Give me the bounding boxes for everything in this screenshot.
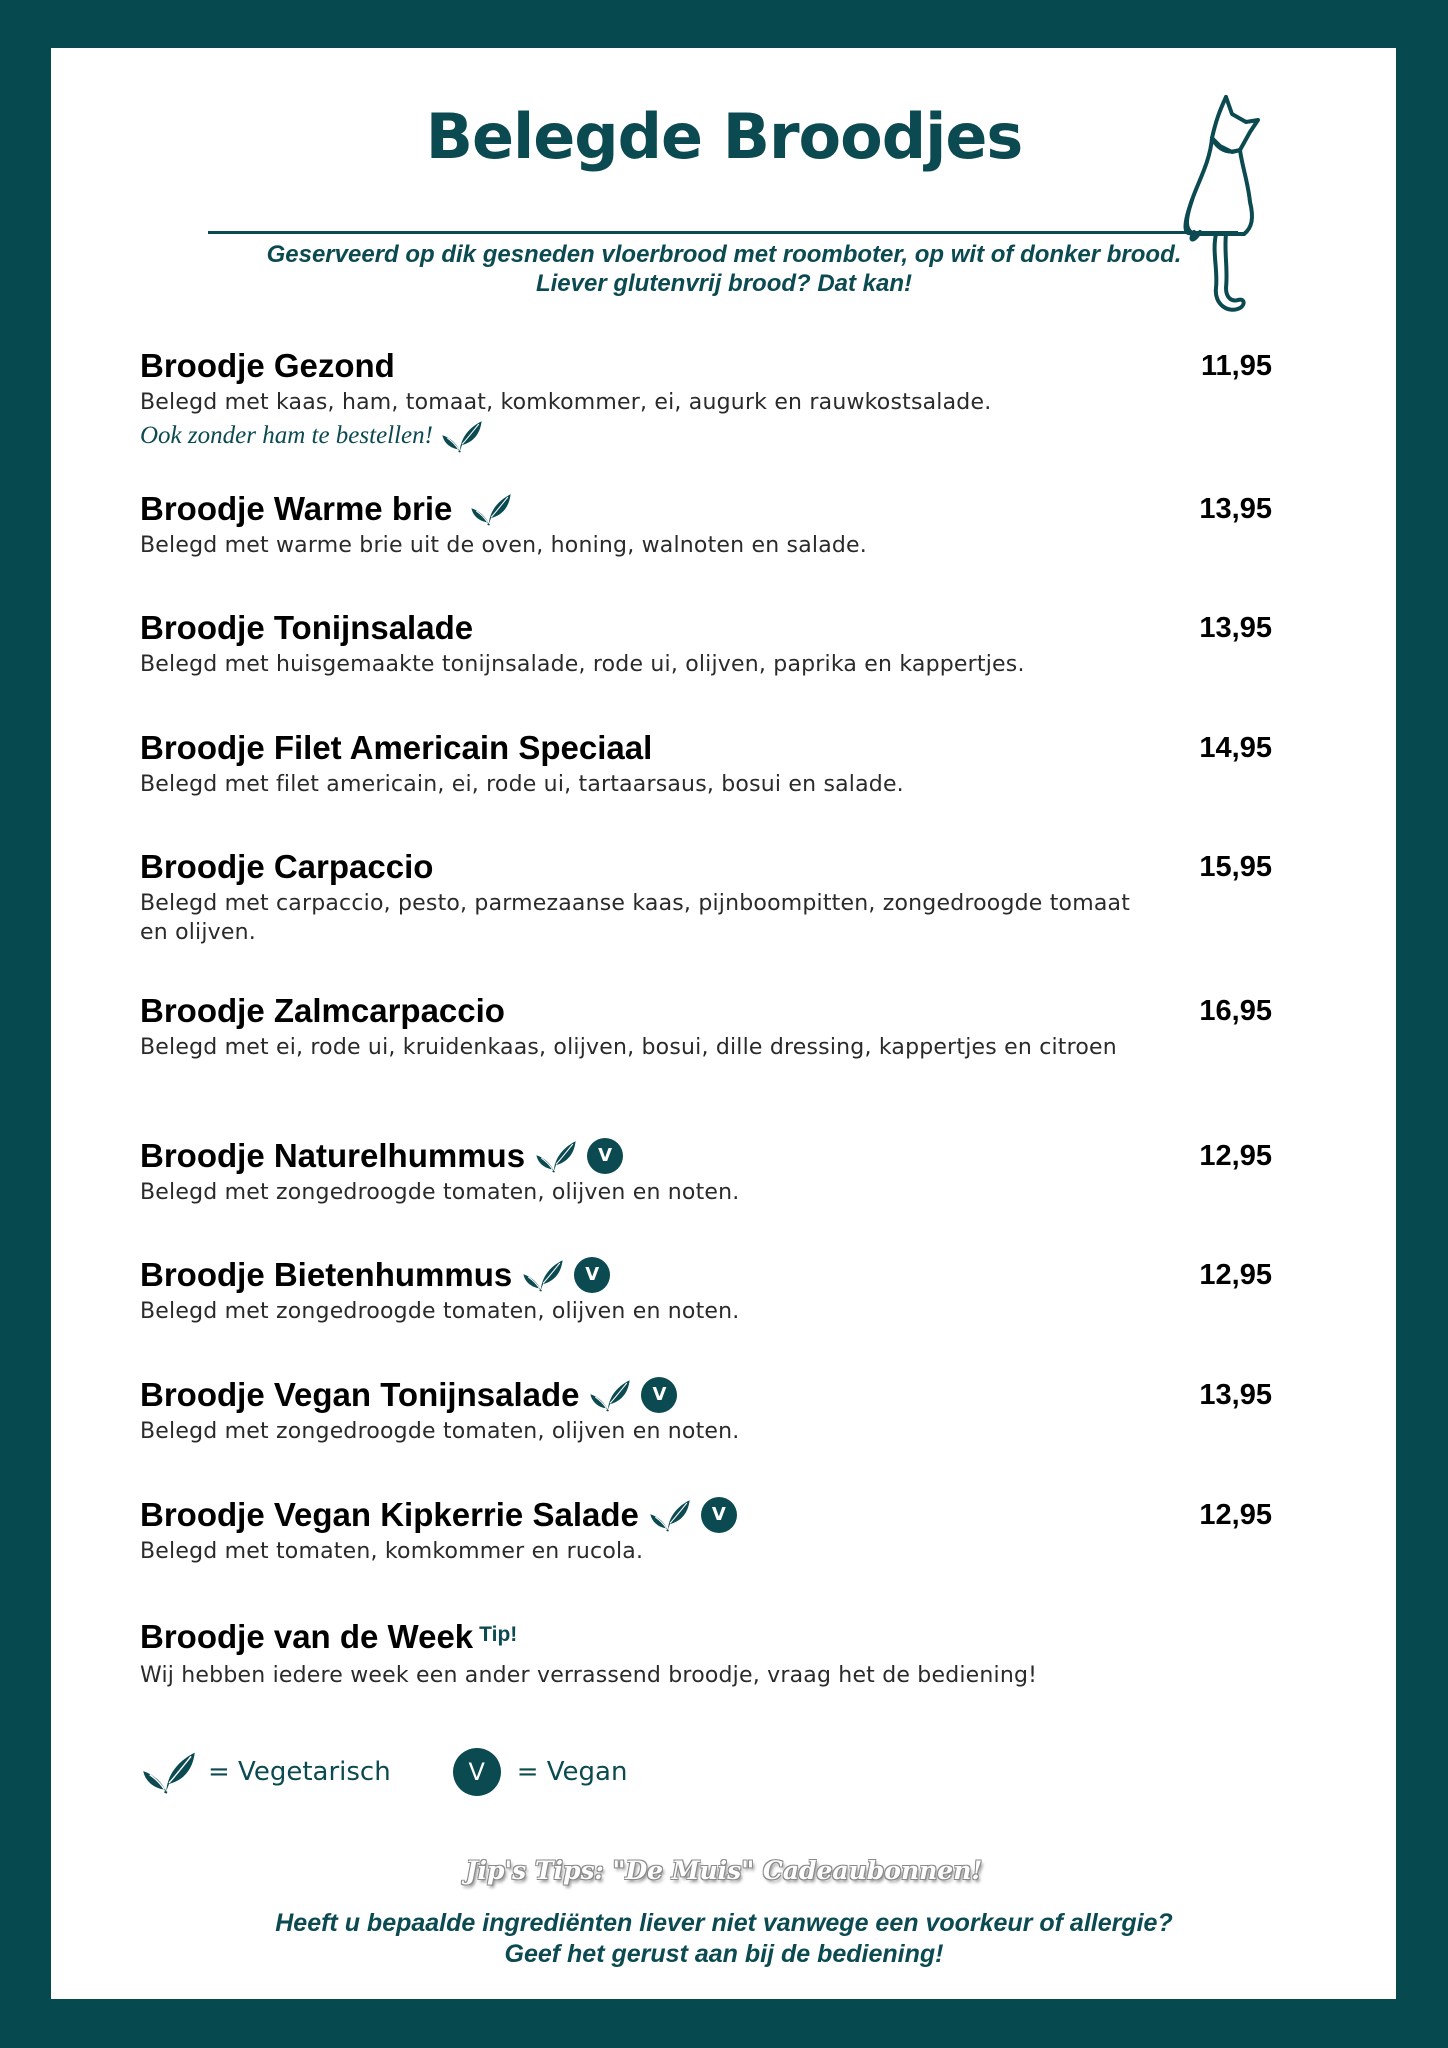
vegetarian-leaf-icon: [535, 1137, 577, 1175]
item-description: Belegd met zongedroogde tomaten, olijven en noten.: [140, 1419, 740, 1444]
menu-item: [140, 489, 1272, 560]
item-name: Broodje Vegan Tonijnsalade: [140, 1376, 580, 1413]
page-title: Belegde Broodjes: [425, 100, 1023, 173]
item-price: 12,95: [1199, 1499, 1272, 1531]
menu-item: [140, 728, 1272, 799]
legend-vegetarian: [140, 1749, 391, 1795]
item-title: [140, 847, 1272, 887]
vegetarian-leaf-icon: [140, 1749, 198, 1795]
item-title: [140, 1615, 1272, 1659]
menu-item: [140, 847, 1272, 947]
item-description: Belegd met ei, rode ui, kruidenkaas, olijven, bosui, dille dressing, kappertjes en citroen: [140, 1035, 1117, 1060]
item-price: 16,95: [1199, 995, 1272, 1027]
item-title: [140, 1136, 1272, 1176]
item-price: 12,95: [1199, 1140, 1272, 1172]
item-title: [140, 1375, 1272, 1415]
vegetarian-leaf-icon: [441, 417, 483, 455]
item-title: [140, 489, 1272, 529]
item-description: Belegd met zongedroogde tomaten, olijven en noten.: [140, 1180, 740, 1205]
menu-item: [140, 346, 1272, 455]
item-description: Wij hebben iedere week een ander verrassend broodje, vraag het de bediening!: [140, 1663, 1038, 1688]
menu-item: [140, 608, 1272, 679]
allergy-footer: [0, 1908, 1448, 1970]
menu-item: [140, 1375, 1272, 1446]
promo-gift-cards: Jip's Tips: "De Muis" Cadeaubonnen!: [465, 1856, 983, 1885]
vegan-v-icon: V: [453, 1748, 501, 1796]
vegan-v-icon: V: [587, 1138, 623, 1174]
item-price: 13,95: [1199, 612, 1272, 644]
item-description: Belegd met zongedroogde tomaten, olijven en noten.: [140, 1299, 740, 1324]
diet-legend: [140, 1748, 627, 1796]
legend-vegan-label: = Vegan: [516, 1757, 628, 1787]
subtitle: [0, 240, 1448, 298]
header-divider: [208, 231, 1238, 234]
footer-line-1: Heeft u bepaalde ingrediënten liever niet vanwege een voorkeur of allergie?: [275, 1909, 1173, 1937]
item-description: Belegd met warme brie uit de oven, honing, walnoten en salade.: [140, 533, 867, 558]
item-price: 13,95: [1199, 1379, 1272, 1411]
footer-line-2: Geef het gerust aan bij de bediening!: [504, 1940, 944, 1968]
vegan-v-icon: V: [574, 1257, 610, 1293]
item-note: [140, 417, 1272, 455]
item-price: 12,95: [1199, 1259, 1272, 1291]
item-note-text: Ook zonder ham te bestellen!: [140, 422, 433, 449]
item-description: Belegd met kaas, ham, tomaat, komkommer, ei, augurk en rauwkostsalade.: [140, 390, 992, 415]
item-title: [140, 991, 1272, 1031]
item-name: Broodje van de Week: [140, 1618, 474, 1655]
menu-item: [140, 1495, 1272, 1566]
item-title: [140, 728, 1272, 768]
menu-item: [140, 1136, 1272, 1207]
item-price: 11,95: [1201, 350, 1272, 382]
subtitle-line-2: Liever glutenvrij brood? Dat kan!: [535, 270, 913, 297]
menu-item: [140, 991, 1272, 1062]
item-description: Belegd met huisgemaakte tonijnsalade, rode ui, olijven, paprika en kappertjes.: [140, 652, 1025, 677]
vegan-v-icon: V: [641, 1377, 677, 1413]
item-price: 13,95: [1199, 493, 1272, 525]
item-title: [140, 1495, 1272, 1535]
item-description: Belegd met tomaten, komkommer en rucola.: [140, 1539, 644, 1564]
item-name: Broodje Tonijnsalade: [140, 609, 474, 646]
vegetarian-leaf-icon: [470, 490, 512, 528]
vegetarian-leaf-icon: [589, 1376, 631, 1414]
item-name: Broodje Filet Americain Speciaal: [140, 729, 653, 766]
item-description: Belegd met carpaccio, pesto, parmezaanse kaas, pijnboompitten, zongedroogde tomaat en olijven.: [140, 891, 1131, 945]
vegan-v-icon: V: [701, 1497, 737, 1533]
item-price: 14,95: [1199, 732, 1272, 764]
vegetarian-leaf-icon: [649, 1496, 691, 1534]
item-name: Broodje Naturelhummus: [140, 1137, 526, 1174]
item-description: Belegd met filet americain, ei, rode ui, tartaarsaus, bosui en salade.: [140, 772, 904, 797]
item-name: Broodje Vegan Kipkerrie Salade: [140, 1496, 639, 1533]
item-name: Broodje Bietenhummus: [140, 1256, 513, 1293]
menu-item: [140, 1615, 1272, 1690]
subtitle-line-1: Geserveerd op dik gesneden vloerbrood met roomboter, op wit of donker brood.: [266, 241, 1182, 268]
item-name: Broodje Carpaccio: [140, 848, 434, 885]
item-name: Broodje Warme brie: [140, 490, 453, 527]
legend-vegan: [453, 1748, 628, 1796]
item-title: [140, 346, 1272, 386]
item-title: [140, 608, 1272, 648]
item-name: Broodje Zalmcarpaccio: [140, 992, 505, 1029]
tip-tag: Tip!: [479, 1623, 518, 1646]
vegetarian-leaf-icon: [522, 1256, 564, 1294]
item-name: Broodje Gezond: [140, 347, 395, 384]
menu-item: [140, 1255, 1272, 1326]
legend-vegetarian-label: = Vegetarisch: [208, 1757, 391, 1787]
item-title: [140, 1255, 1272, 1295]
item-price: 15,95: [1199, 851, 1272, 883]
